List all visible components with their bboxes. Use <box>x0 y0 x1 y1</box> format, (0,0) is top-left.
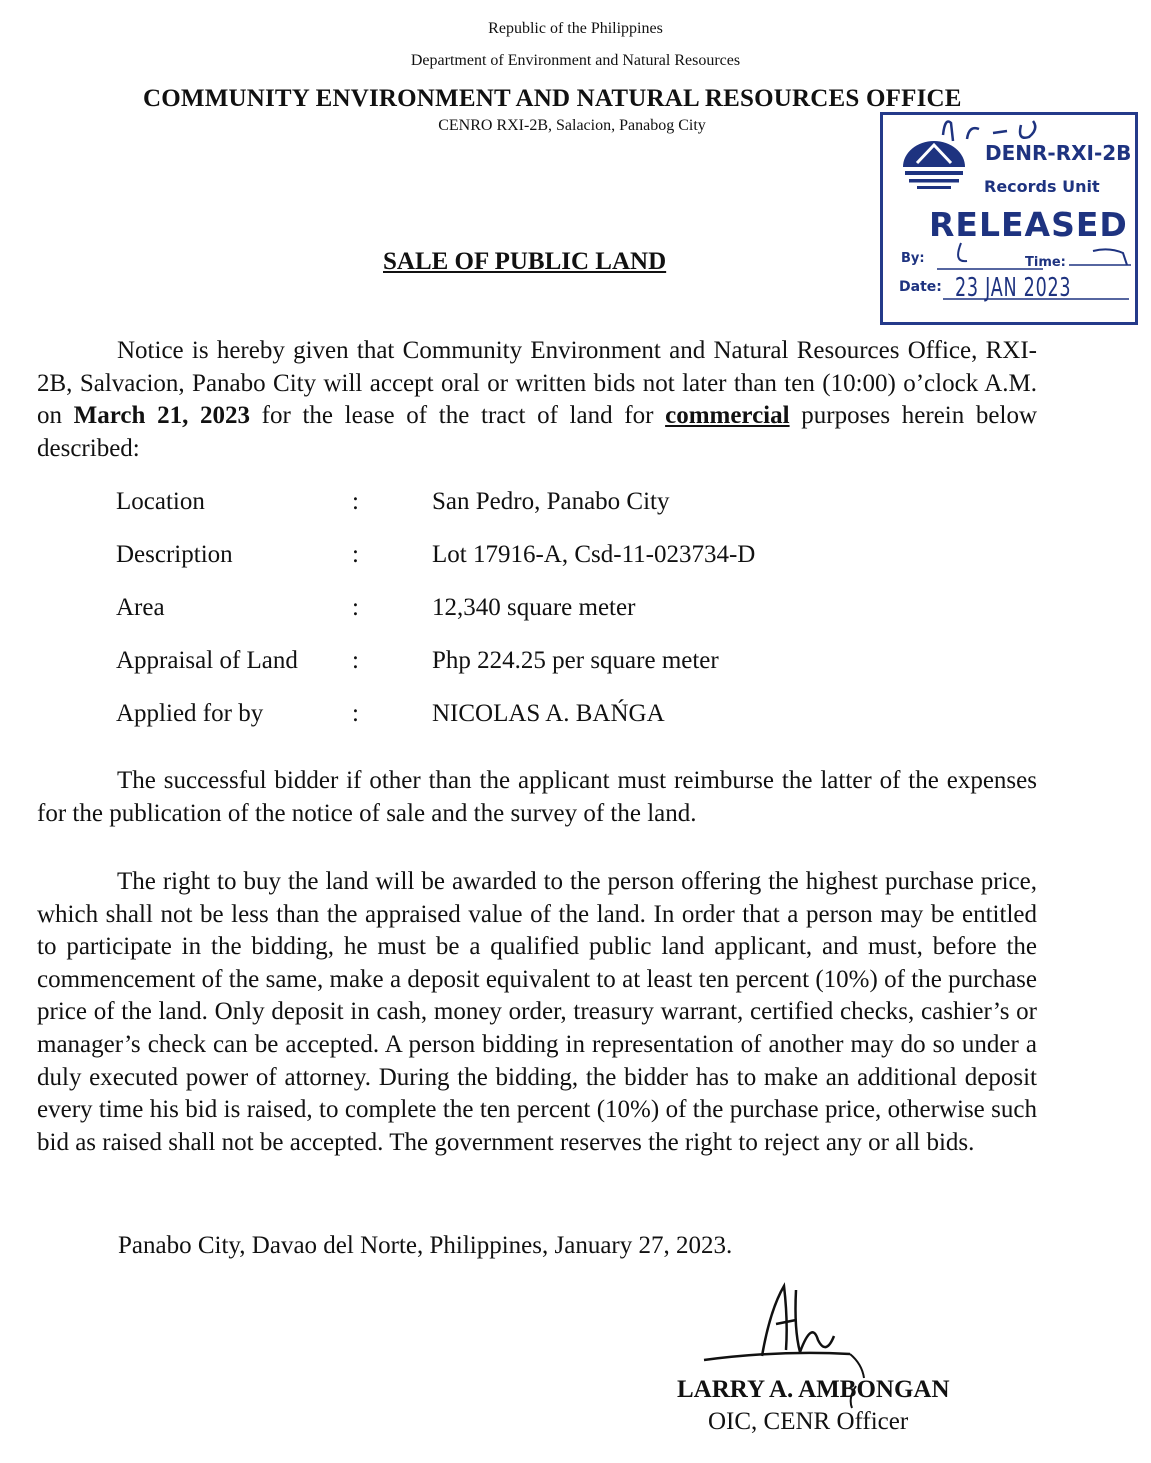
detail-colon: : <box>352 488 359 515</box>
detail-colon: : <box>352 594 359 621</box>
header-department: Department of Environment and Natural Resources <box>410 52 741 69</box>
notice-paragraph <box>37 335 1037 465</box>
bid-date: March 21, 2023 <box>73 402 250 430</box>
signatory-title: OIC, CENR Officer <box>708 1408 909 1435</box>
header-country: Republic of the Philippines <box>488 20 663 37</box>
reimbursement-paragraph: The successful bidder if other than the applicant must reimburse the latter of the expenses for the publication of the notice of sale and the survey of the land. <box>37 767 1037 827</box>
header-address: CENRO RXI-2B, Salacion, Panabog City <box>438 117 706 134</box>
detail-label: Location <box>116 488 205 515</box>
header-office: COMMUNITY ENVIRONMENT AND NATURAL RESOURCES OFFICE <box>143 85 962 112</box>
detail-value: Php 224.25 per square meter <box>432 647 719 674</box>
stamp-status: RELEASED <box>929 205 1128 244</box>
document-title: SALE OF PUBLIC LAND <box>383 248 667 275</box>
detail-colon: : <box>352 700 359 727</box>
stamp-time-label: Time: <box>1025 255 1066 270</box>
detail-label: Applied for by <box>116 700 264 727</box>
notice-text-3: purposes herein below described: <box>37 402 1038 462</box>
signatory-name: LARRY A. AMBONGAN <box>677 1376 950 1403</box>
land-purpose: commercial <box>665 402 790 430</box>
detail-label: Area <box>116 594 165 621</box>
stamp-date-value: 23 JAN 2023 <box>955 273 1072 303</box>
detail-value: NICOLAS A. BAŃGA <box>432 700 665 727</box>
bidding-rules-paragraph: The right to buy the land will be awarded to the person offering the highest purchase price, which shall not be less than the appraised value of the land. In order that a person may be entitled to participate in the bidding, he must be a qualified public land applicant, and must, before the commencement of the same, make a deposit equivalent to at least ten percent (10%) of the purchase price of the land. Only deposit in cash, money order, treasury warrant, certified checks, cashier’s or manager’s check can be accepted. A person bidding in representation of another may do so under a duly executed power of attorney. During the bidding, the bidder has to make an additional deposit every time his bid is raised, to complete the ten percent (10%) of the purchase price, otherwise such bid as raised shall not be accepted. The government reserves the right to reject any or all bids. <box>37 868 1037 1156</box>
place-and-date: Panabo City, Davao del Norte, Philippines, January 27, 2023. <box>118 1232 733 1259</box>
stamp-by-label: By: <box>901 251 925 266</box>
detail-label: Description <box>116 541 233 568</box>
detail-label: Appraisal of Land <box>116 647 298 674</box>
stamp-date-label: Date: <box>899 279 942 295</box>
released-stamp <box>880 112 1138 325</box>
detail-value: 12,340 square meter <box>432 594 636 621</box>
notice-text-1: Notice is hereby given that Community Environment and Natural Resources Office, RXI-2B, Salvacion, Panabo City will accept oral or written bids not later than ten (10:00) o’clock A.M. on <box>37 337 1037 430</box>
notice-text-2: for the lease of the tract of land for <box>250 402 666 430</box>
detail-value: San Pedro, Panabo City <box>432 488 670 515</box>
detail-value: Lot 17916-A, Csd-11-023734-D <box>432 541 756 568</box>
detail-colon: : <box>352 541 359 568</box>
detail-colon: : <box>352 647 359 674</box>
stamp-unit: Records Unit <box>984 177 1100 196</box>
stamp-office: DENR-RXI-2B <box>985 141 1132 165</box>
stamp-handwriting <box>883 115 1141 328</box>
